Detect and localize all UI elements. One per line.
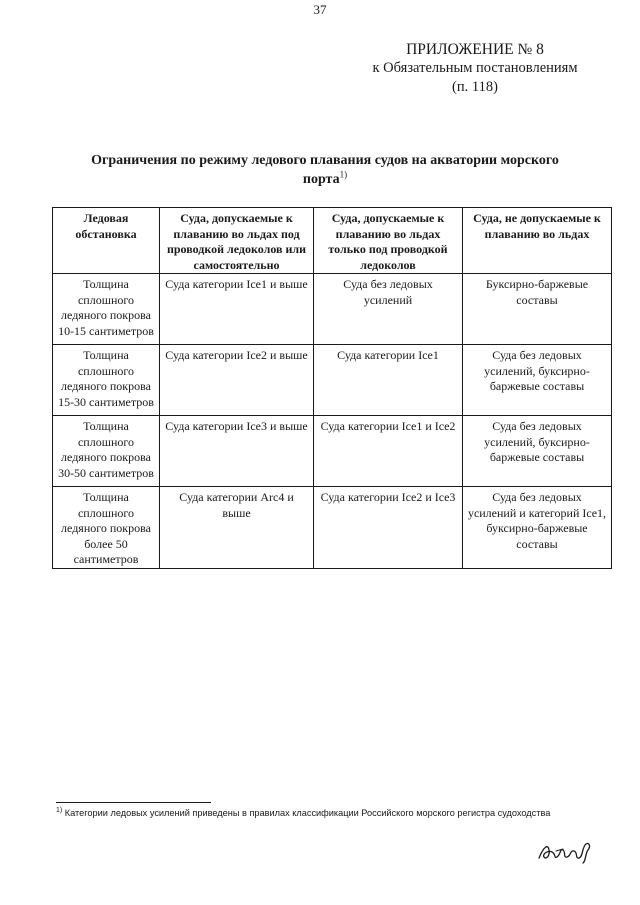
table-cell: Толщина сплошного ледяного покрова 30-50 сантиметров [53,416,160,487]
appendix-paragraph: (п. 118) [452,79,498,95]
table-cell: Суда категории Arc4 и выше [160,487,314,569]
page-number: 37 [313,2,327,17]
table-cell: Суда категории Ice1 и выше [160,274,314,345]
footnote [56,808,616,818]
appendix-reference: к Обязательным постановлениям [372,60,578,76]
document-title-port: порта [302,172,340,187]
title-footnote-marker: 1) [339,169,348,180]
table-cell: Суда без ледовых усилений, буксирно-баржевые составы [463,345,612,416]
table-row [53,416,612,487]
footnote-separator [56,802,211,803]
table-cell: Суда без ледовых усилений [314,274,463,345]
table-cell: Суда категории Ice3 и выше [160,416,314,487]
table-cell: Суда категории Ice1 [314,345,463,416]
table-cell: Суда без ледовых усилений, буксирно-баржевые составы [463,416,612,487]
header-allowed-escort-or-independent: Суда, допускаемые к плаванию во льдах под проводкой ледоколов или самостоятельно [160,208,314,274]
table-cell: Толщина сплошного ледяного покрова более 50 сантиметров [53,487,160,569]
header-not-allowed: Суда, не допускаемые к плаванию во льдах [463,208,612,274]
table-cell: Толщина сплошного ледяного покрова 15-30 сантиметров [53,345,160,416]
table-cell: Суда категории Ice2 и выше [160,345,314,416]
ice-navigation-table [52,207,612,569]
table-row [53,274,612,345]
signature-icon [536,838,596,864]
table-row [53,487,612,569]
table-cell: Толщина сплошного ледяного покрова 10-15 сантиметров [53,274,160,345]
document-title-line-2 [55,170,595,189]
table-row [53,345,612,416]
footnote-text: Категории ледовых усилений приведены в правилах классификации Российского морского регистра судоходства [64,808,551,818]
document-title [55,151,595,189]
table-cell: Суда категории Ice1 и Ice2 [314,416,463,487]
table-header-row [53,208,612,274]
table-cell: Суда категории Ice2 и Ice3 [314,487,463,569]
appendix-header [350,40,600,97]
table-cell: Суда без ледовых усилений и категорий Ice1, буксирно-баржевые составы [463,487,612,569]
appendix-label: ПРИЛОЖЕНИЕ № 8 [406,41,544,58]
table-cell: Буксирно-баржевые составы [463,274,612,345]
header-ice-conditions: Ледовая обстановка [53,208,160,274]
footnote-marker: 1) [56,806,63,814]
header-allowed-escort-only: Суда, допускаемые к плаванию во льдах только под проводкой ледоколов [314,208,463,274]
document-title-line-1: Ограничения по режиму ледового плавания судов на акватории морского [91,153,559,168]
